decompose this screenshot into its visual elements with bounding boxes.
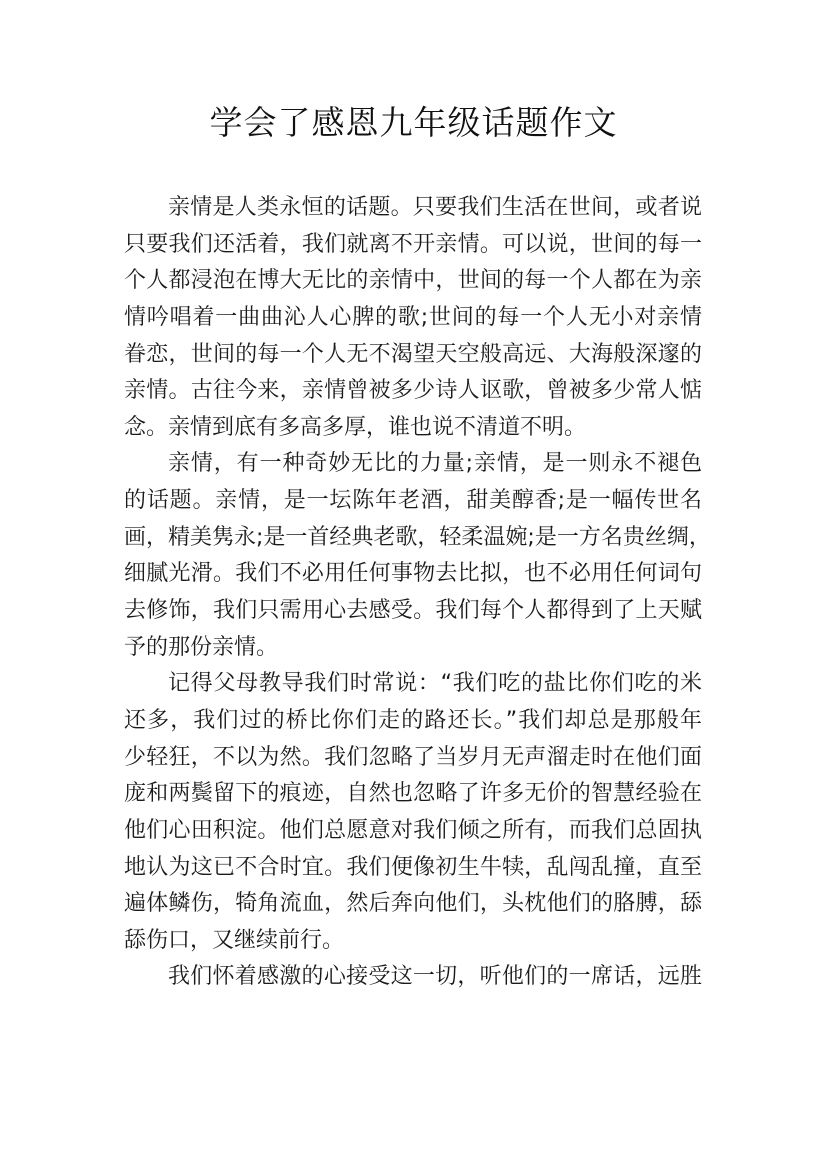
paragraph-line: 他们心田积淀。他们总愿意对我们倾之所有，而我们总固执 (124, 817, 702, 843)
paragraph-3 (124, 666, 702, 959)
paragraph-2 (124, 446, 711, 666)
paragraph-line: 的话题。亲情，是一坛陈年老酒，甜美醇香;是一幅传世名 (124, 488, 702, 514)
paragraph-line: 记得父母教导我们时常说：“我们吃的盐比你们吃的米 (168, 671, 702, 697)
paragraph-line: 亲情是人类永恒的话题。只要我们生活在世间，或者说 (168, 195, 702, 220)
paragraph-line: 眷恋，世间的每一个人无不渴望天空般高远、大海般深邃的 (124, 341, 702, 367)
paragraph-line: 还多，我们过的桥比你们走的路还长。”我们却总是那般年 (124, 707, 702, 733)
paragraph-line: 去修饰，我们只需用心去感受。我们每个人都得到了上天赋 (124, 598, 702, 624)
paragraph-line: 亲情。古往今来，亲情曾被多少诗人讴歌，曾被多少常人惦 (124, 378, 702, 404)
paragraph-line: 予的那份亲情。 (124, 634, 279, 660)
paragraph-line: 舔伤口，又继续前行。 (124, 927, 345, 953)
document-body (124, 190, 711, 996)
paragraph-line: 我们怀着感激的心接受这一切，听他们的一席话，远胜 (168, 964, 702, 990)
paragraph-4 (124, 959, 702, 996)
paragraph-line: 少轻狂，不以为然。我们忽略了当岁月无声溜走时在他们面 (124, 744, 702, 770)
document-title: 学会了感恩九年级话题作文 (209, 103, 618, 142)
paragraph-line: 庞和两鬓留下的痕迹，自然也忽略了许多无价的智慧经验在 (124, 781, 702, 807)
paragraph-line: 细腻光滑。我们不必用任何事物去比拟，也不必用任何词句 (124, 561, 702, 587)
paragraph-line: 亲情，有一种奇妙无比的力量;亲情，是一则永不褪色 (168, 451, 702, 477)
paragraph-line: 情吟唱着一曲曲沁人心脾的歌;世间的每一个人无小对亲情 (124, 304, 702, 330)
paragraph-line: 个人都浸泡在博大无比的亲情中，世间的每一个人都在为亲 (124, 268, 702, 294)
paragraph-1 (124, 190, 702, 446)
paragraph-line: 遍体鳞伤，犄角流血，然后奔向他们，头枕他们的胳膊，舔 (124, 891, 702, 917)
paragraph-line: 念。亲情到底有多高多厚，谁也说不清道不明。 (124, 414, 587, 440)
paragraph-line: 画，精美隽永;是一首经典老歌，轻柔温婉;是一方名贵丝绸， (124, 524, 711, 550)
paragraph-line: 只要我们还活着，我们就离不开亲情。可以说，世间的每一 (124, 231, 702, 257)
paragraph-line: 地认为这已不合时宜。我们便像初生牛犊，乱闯乱撞，直至 (124, 854, 702, 880)
